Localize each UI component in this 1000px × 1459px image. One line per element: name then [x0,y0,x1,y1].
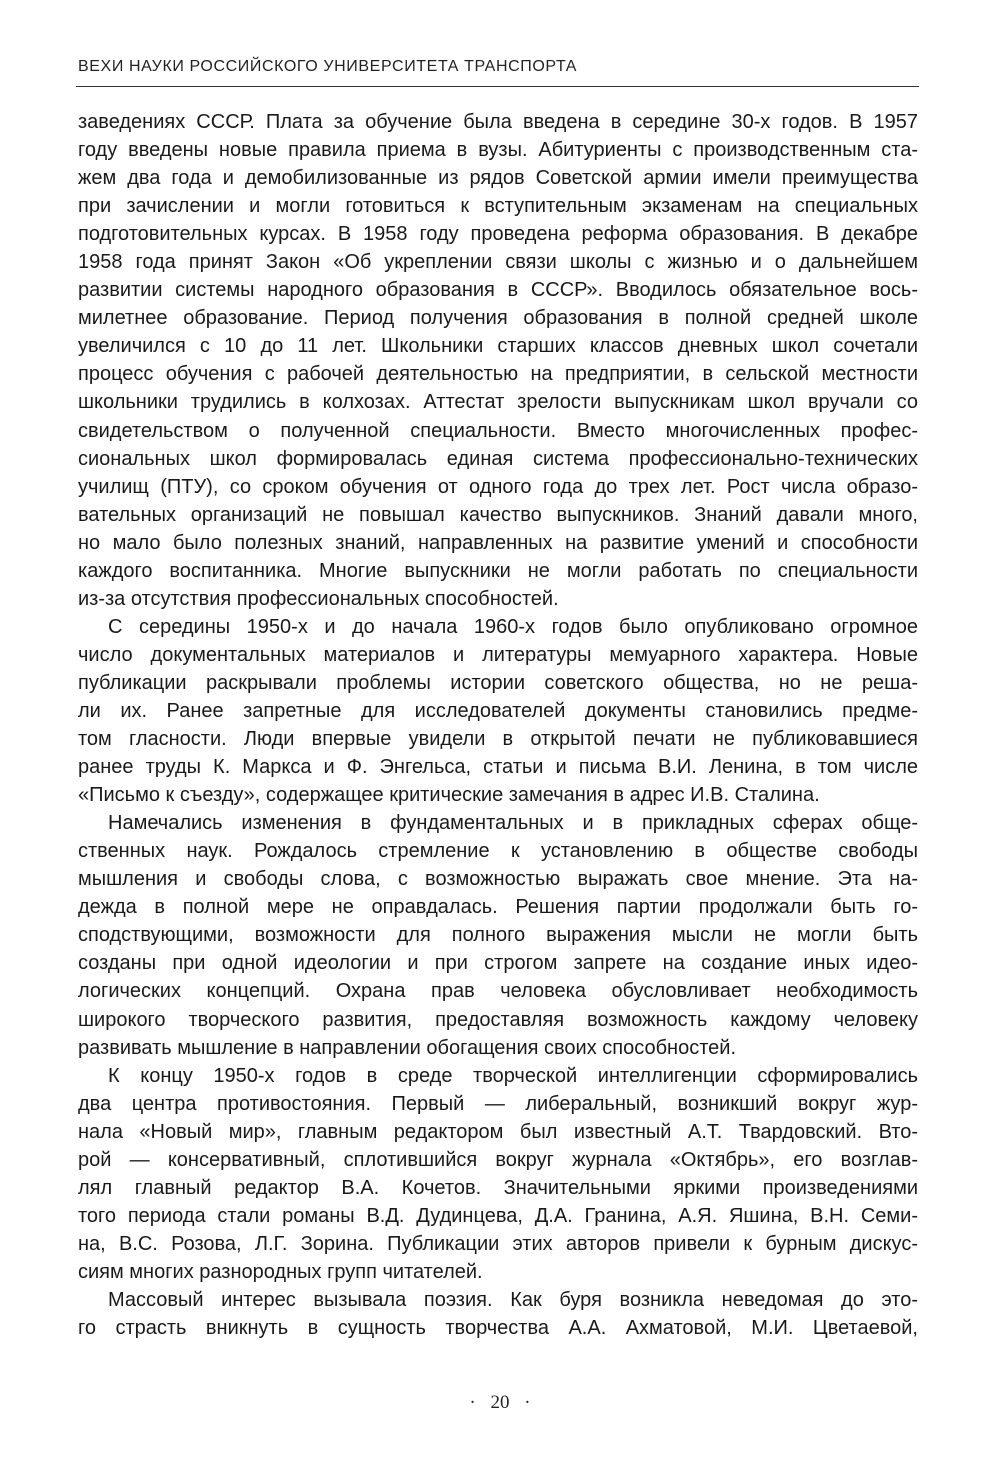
text-line: году введены новые правила приема в вузы. Абитуриенты с производственным ста- [78,139,918,162]
text-line: жем два года и демобилизованные из рядов Советской армии имели преимущества [78,167,918,190]
text-line: милетнее образование. Период получения образования в полной средней школе [78,307,918,330]
paragraph [78,613,918,809]
text-line: созданы при одной идеологии и при строгом запрете на создание иных идео- [78,952,918,975]
text-line: вательных организаций не повышал качество выпускников. Знаний давали много, [78,503,918,526]
paragraph [78,1286,918,1342]
text-line: го страсть вникнуть в сущность творчества А.А. Ахматовой, М.И. Цветаевой, [78,1317,918,1340]
header-rule [76,86,919,87]
page-number: 20 [490,1392,510,1413]
text-line: каждого воспитанника. Многие выпускники не могли работать по специальности [78,559,918,582]
text-line: сиональных школ формировалась единая система профессионально-технических [78,447,918,470]
text-line: при зачислении и могли готовиться к вступительным экзаменам на специальных [78,195,918,218]
text-line: публикации раскрывали проблемы истории советского общества, но не реша- [78,671,918,694]
text-line: на, В.С. Розова, Л.Г. Зорина. Публикации этих авторов привели к бурным дискус- [78,1232,918,1255]
text-line: увеличился с 10 до 11 лет. Школьники старших классов дневных школ сочетали [78,335,918,358]
text-line: логических концепций. Охрана прав человека обусловливает необходимость [78,980,918,1003]
text-line: того периода стали романы В.Д. Дудинцева, Д.А. Гранина, А.Я. Яшина, В.Н. Семи- [78,1204,918,1227]
paragraph [78,1062,918,1286]
text-line: развивать мышление в направлении обогащения своих способностей. [78,1036,736,1059]
text-line: Намечались изменения в фундаментальных и в прикладных сферах обще- [108,812,918,835]
text-line: заведениях СССР. Плата за обучение была введена в середине 30-х годов. В 1957 [78,111,918,133]
text-line: школьники трудились в колхозах. Аттестат зрелости выпускникам школ вручали со [78,391,918,414]
page-number-right-dot: · [524,1392,531,1413]
text-line: дежда в полной мере не оправдалась. Решения партии продолжали быть го- [78,896,918,919]
text-line: но мало было полезных знаний, направленных на развитие умений и способности [78,531,918,554]
text-line: из-за отсутствия профессиональных способностей. [78,587,559,610]
page-number-left-dot: · [469,1392,476,1413]
page-footer [0,1392,1000,1414]
text-line: рой — консервативный, сплотившийся вокруг журнала «Октябрь», его возглав- [78,1148,918,1171]
paragraph [78,108,918,613]
text-line: нала «Новый мир», главным редактором был известный А.Т. Твардовский. Вто- [78,1120,918,1143]
text-line: свидетельством о полученной специальности. Вместо многочисленных профес- [78,419,918,442]
text-line: Массовый интерес вызывала поэзия. Как буря возникла неведомая до это- [108,1288,918,1311]
text-line: 1958 года принят Закон «Об укреплении связи школы с жизнью и о дальнейшем [78,251,918,274]
paragraph [78,809,918,1061]
text-line: ли их. Ранее запретные для исследователей документы становились предме- [78,699,918,722]
text-line: лял главный редактор В.А. Кочетов. Значительными яркими произведениями [78,1176,918,1199]
text-line: ранее труды К. Маркса и Ф. Энгельса, статьи и письма В.И. Ленина, в том числе [78,756,918,779]
text-line: сподствующими, возможности для полного выражения мысли не могли быть [78,924,918,947]
text-line: число документальных материалов и литературы мемуарного характера. Новые [78,643,918,666]
text-line: мышления и свободы слова, с возможностью выражать свое мнение. Эта на- [78,868,918,891]
text-line: широкого творческого развития, предоставляя возможность каждому человеку [78,1008,918,1031]
text-line: процесс обучения с рабочей деятельностью на предприятии, в сельской местности [78,363,918,386]
text-line: К концу 1950-х годов в среде творческой интеллигенции сформировались [108,1064,918,1087]
text-line: училищ (ПТУ), со сроком обучения от одного года до трех лет. Рост числа образо- [78,475,918,498]
page-body [78,108,918,1342]
text-line: два центра противостояния. Первый — либеральный, возникший вокруг жур- [78,1092,918,1115]
text-line: подготовительных курсах. В 1958 году проведена реформа образования. В декабре [78,223,918,246]
text-line: С середины 1950-х и до начала 1960-х годов было опубликовано огромное [108,615,918,638]
text-line: «Письмо к съезду», содержащее критические замечания в адрес И.В. Сталина. [78,784,820,807]
running-header: ВЕХИ НАУКИ РОССИЙСКОГО УНИВЕРСИТЕТА ТРАНСПОРТА [78,58,578,75]
text-line: ственных наук. Рождалось стремление к установлению в обществе свободы [78,840,918,863]
text-line: развитии системы народного образования в СССР». Вводилось обязательное вось- [78,279,918,302]
text-line: сиям многих разнородных групп читателей. [78,1260,483,1283]
text-line: том гласности. Люди впервые увидели в открытой печати не публиковавшиеся [78,728,918,751]
